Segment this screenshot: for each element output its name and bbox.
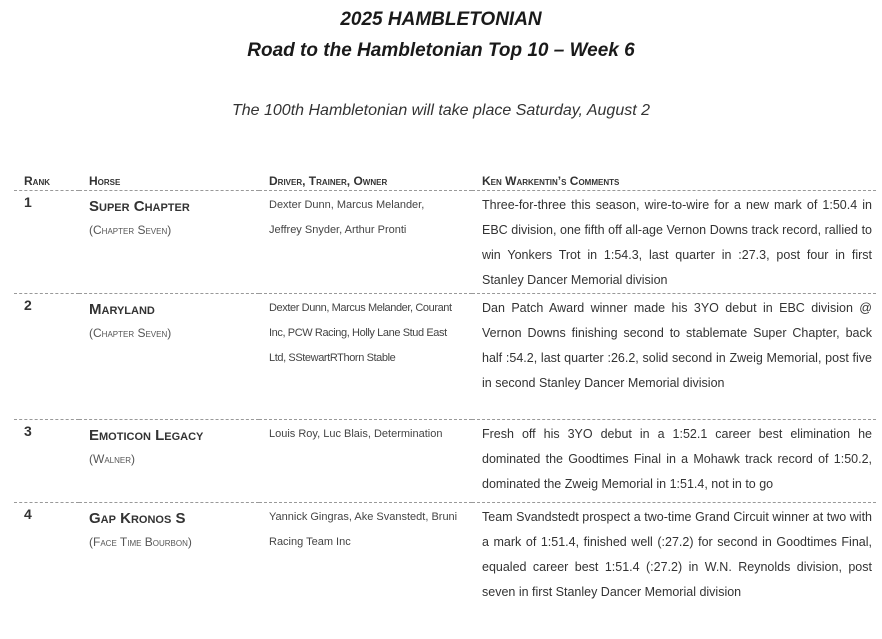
table-header-row: [14, 168, 876, 191]
column-header-rank: Rank: [14, 168, 79, 191]
horse-name: Super Chapter: [89, 198, 190, 215]
horse-cell: [79, 503, 259, 633]
horse-sire: (Chapter Seven): [89, 223, 172, 237]
column-header-horse: Horse: [79, 168, 259, 191]
comments-cell: Team Svandstedt prospect a two-time Grand Circuit winner at two with a mark of 1:51.4, finished well (:27.2) for second in Goodtimes Final, equaled career best 1:51.4 (:27.2) in W.N. Reynolds division, post seven in first Stanley Dancer Memorial division: [482, 510, 872, 599]
column-header-comments: Ken Warkentin’s Comments: [472, 168, 876, 191]
table-row: [14, 420, 876, 503]
rank-cell: 3: [14, 420, 79, 503]
page-subtitle: Road to the Hambletonian Top 10 – Week 6: [247, 40, 635, 61]
rank-cell: 4: [24, 506, 32, 522]
horse-name: Emoticon Legacy: [89, 427, 204, 444]
horse-sire: (Walner): [89, 452, 135, 466]
horse-name: Gap Kronos S: [89, 510, 186, 527]
event-note: The 100th Hambletonian will take place Saturday, August 2: [231, 102, 651, 119]
connections-cell: Dexter Dunn, Marcus Melander, Jeffrey Snyder, Arthur Pronti: [259, 191, 472, 294]
rank-cell: 2: [14, 294, 79, 420]
rankings-table: [14, 168, 876, 633]
horse-sire: (Chapter Seven): [89, 326, 172, 340]
table-row: [14, 294, 876, 420]
connections-cell: Louis Roy, Luc Blais, Determination: [259, 420, 472, 503]
connections-cell: Yannick Gingras, Ake Svanstedt, Bruni Racing Team Inc: [269, 511, 458, 548]
horse-cell: [79, 294, 259, 420]
rank-cell: 1: [14, 191, 79, 294]
table-row: [14, 503, 876, 633]
horse-cell: [79, 191, 259, 294]
comments-cell: Fresh off his 3YO debut in a 1:52.1 career best elimination he dominated the Goodtimes Final in a Mohawk track record of 1:50.2, dominated the Zweig Memorial in 1:51.4, not in to go: [472, 420, 876, 503]
comments-cell: Dan Patch Award winner made his 3YO debut in EBC division @ Vernon Downs finishing second to stablemate Super Chapter, back half :54.2, last quarter :26.2, solid second in Zweig Memorial, post five in second Stanley Dancer Memorial division: [472, 294, 876, 420]
horse-cell: [79, 420, 259, 503]
horse-name: Maryland: [89, 301, 155, 318]
connections-cell: Dexter Dunn, Marcus Melander, Courant Inc, PCW Racing, Holly Lane Stud East Ltd, SStewartRThorn Stable: [259, 294, 472, 420]
table-row: [14, 191, 876, 294]
horse-sire: (Face Time Bourbon): [89, 535, 192, 549]
comments-cell: Three-for-three this season, wire-to-wire for a new mark of 1:50.4 in EBC division, one fifth off all-age Vernon Downs track record, rallied to win Yonkers Trot in 1:54.3, last quarter in :27.3, post four in first Stanley Dancer Memorial division: [472, 191, 876, 294]
page-title: 2025 HAMBLETONIAN: [340, 9, 542, 30]
column-header-connections: Driver, Trainer, Owner: [259, 168, 472, 191]
